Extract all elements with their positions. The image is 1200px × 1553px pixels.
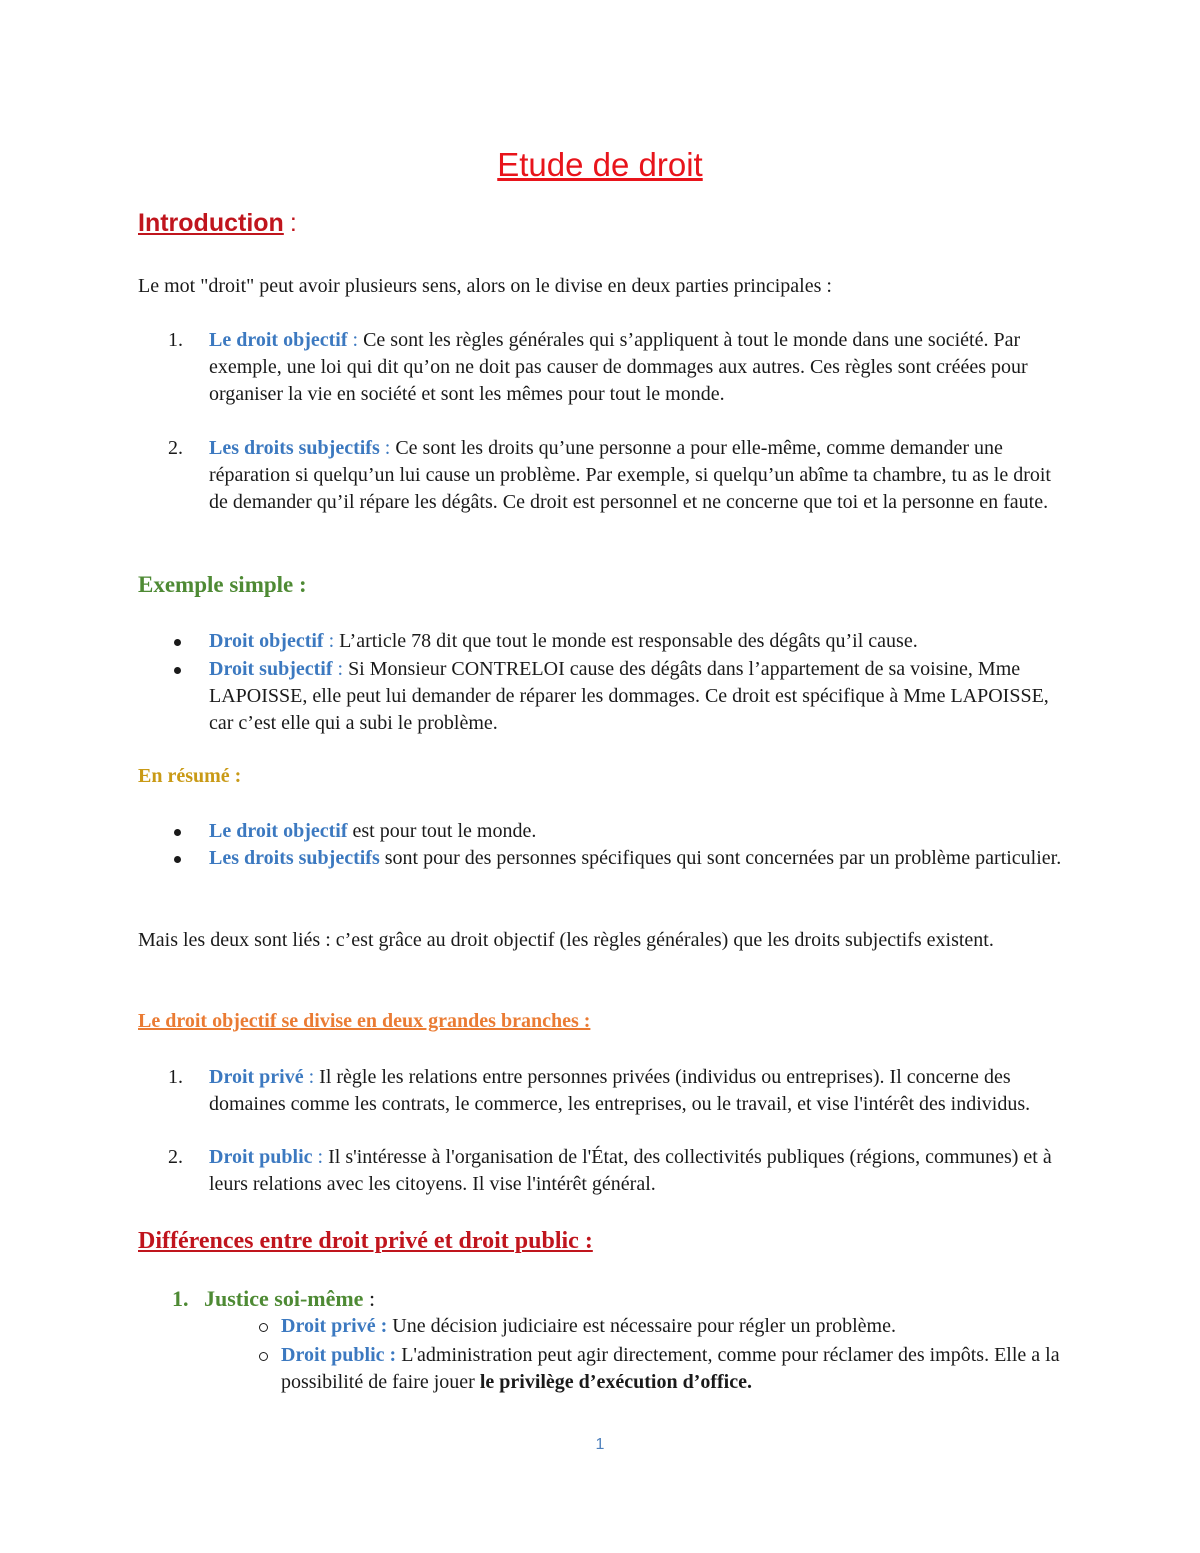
intro-paragraph: Le mot "droit" peut avoir plusieurs sens, alors on le divise en deux parties principales :: [138, 275, 832, 297]
list-number: 2.: [168, 437, 183, 459]
list-item-text: [209, 327, 1068, 408]
term-label: Le droit objectif: [209, 329, 348, 351]
bullet-icon: [174, 667, 181, 674]
list-item: [168, 1144, 1068, 1198]
definition-text: L’article 78 dit que tout le monde est responsable des dégâts qu’il cause.: [339, 630, 918, 652]
bullet-item: [168, 628, 1068, 655]
bullet-item-text: [209, 818, 1068, 845]
subsection-heading: [172, 1284, 375, 1313]
term-label: Droit public: [209, 1146, 313, 1168]
conclusion-paragraph: Mais les deux sont liés : c’est grâce au droit objectif (les règles générales) que les droits subjectifs existent.: [138, 929, 994, 951]
term-separator: :: [323, 630, 340, 652]
list-item-text: [209, 1064, 1068, 1118]
section-heading-differences: Différences entre droit privé et droit public :: [138, 1228, 593, 1254]
page-number: 1: [595, 1436, 605, 1453]
section-heading-introduction: [138, 206, 297, 240]
term-label: Droit objectif: [209, 630, 324, 652]
bullet-icon: [174, 639, 181, 646]
bullet-item: [168, 818, 1068, 845]
bullet-icon: [174, 829, 181, 836]
bullet-item: [168, 656, 1068, 737]
list-number: 2.: [168, 1146, 183, 1168]
bullet-icon: [174, 856, 181, 863]
document-title: Etude de droit: [497, 146, 703, 183]
term-separator: :: [312, 1146, 329, 1168]
term-separator: :: [332, 658, 349, 680]
term-label: Les droits subjectifs: [209, 437, 380, 459]
bullet-item-text: [209, 628, 1068, 655]
term-label: Droit privé: [209, 1066, 304, 1088]
definition-text: Ce sont les règles générales qui s’appliquent à tout le monde dans une société. Par exemple, une loi qui dit qu’on ne doit pas causer de dommages aux autres. Ces règles sont créées pour organiser la vie en société et sont les mêmes pour tout le monde.: [209, 329, 1028, 405]
term-separator: :: [347, 329, 364, 351]
term-label: Le droit objectif: [209, 820, 348, 842]
list-item-text: [209, 435, 1068, 516]
definition-text: est pour tout le monde.: [347, 820, 537, 842]
sub-bullet-item: [209, 1342, 1089, 1396]
subsection-number: 1.: [172, 1286, 189, 1311]
definition-text: L'administration peut agir directement, comme pour réclamer des impôts. Elle a la possibilité de faire jouer: [281, 1344, 1060, 1393]
emphasis-text: le privilège d’exécution d’office.: [479, 1371, 752, 1393]
term-label: Droit public :: [281, 1344, 397, 1366]
circle-bullet-icon: [259, 1323, 268, 1332]
sub-bullet-item: [209, 1313, 1089, 1340]
definition-text: Une décision judiciaire est nécessaire pour régler un problème.: [387, 1315, 896, 1337]
subsection-title: Justice soi-même: [204, 1286, 364, 1311]
bullet-item-text: [209, 845, 1068, 872]
section-heading-example: Exemple simple :: [138, 572, 307, 597]
section-heading-summary: En résumé :: [138, 765, 242, 787]
list-number: 1.: [168, 329, 183, 351]
circle-bullet-icon: [259, 1352, 268, 1361]
definition-text: Ce sont les droits qu’une personne a pour elle-même, comme demander une réparation si quelqu’un lui cause un problème. Par exemple, si quelqu’un abîme ta chambre, tu as le droit de demander qu’il répare les dégâts. Ce droit est personnel et ne concerne que toi et la personne en faute.: [209, 437, 1051, 513]
term-label: Droit privé :: [281, 1315, 388, 1337]
list-number: 1.: [168, 1066, 183, 1088]
definition-text: Il s'intéresse à l'organisation de l'État, des collectivités publiques (régions, communes) et à leurs relations avec les citoyens. Il vise l'intérêt général.: [209, 1146, 1052, 1195]
term-label: Droit subjectif: [209, 658, 333, 680]
list-item-text: [209, 1144, 1068, 1198]
introduction-heading-colon: :: [289, 209, 297, 237]
list-item: [168, 327, 1068, 408]
term-separator: :: [303, 1066, 320, 1088]
list-item: [168, 435, 1068, 516]
definition-text: Il règle les relations entre personnes privées (individus ou entreprises). Il concerne des domaines comme les contrats, le commerce, les entreprises, ou le travail, et vise l'intérêt des individus.: [209, 1066, 1031, 1115]
definition-text: sont pour des personnes spécifiques qui sont concernées par un problème particulier.: [379, 847, 1062, 869]
bullet-item: [168, 845, 1068, 872]
term-separator: :: [379, 437, 396, 459]
list-item: [168, 1064, 1068, 1118]
sub-bullet-text: [281, 1313, 1089, 1340]
definition-text: Si Monsieur CONTRELOI cause des dégâts dans l’appartement de sa voisine, Mme LAPOISSE, elle peut lui demander de réparer les dommages. Ce droit est spécifique à Mme LAPOISSE, car c’est elle qui a subi le problème.: [209, 658, 1049, 734]
term-label: Les droits subjectifs: [209, 847, 380, 869]
section-heading-branches: Le droit objectif se divise en deux grandes branches :: [138, 1010, 591, 1032]
sub-bullet-text: [281, 1342, 1089, 1396]
introduction-heading-text: Introduction: [138, 209, 284, 237]
bullet-item-text: [209, 656, 1068, 737]
subsection-colon: :: [363, 1286, 376, 1311]
